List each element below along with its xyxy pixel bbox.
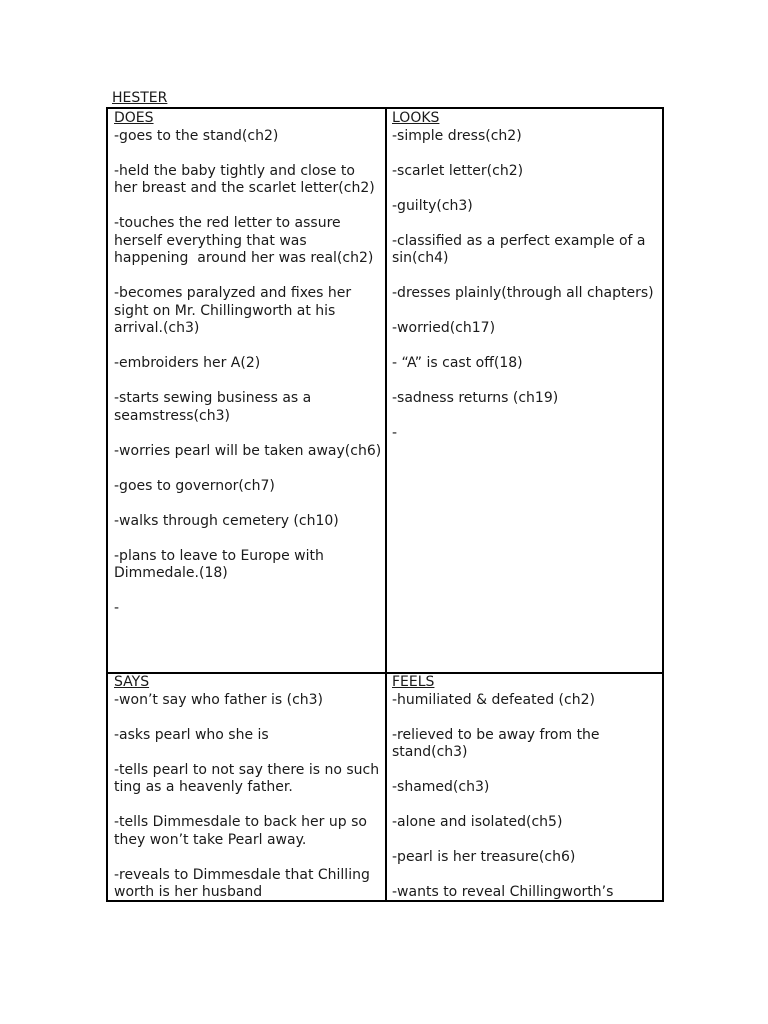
feels-list [392,692,662,902]
list-item: -goes to governor(ch7) [114,477,275,494]
list-item: -simple dress(ch2) [392,127,522,144]
list-item: -embroiders her A(2) [114,355,261,371]
page-title: HESTER [112,90,168,106]
says-cell [114,674,382,900]
feels-heading: FEELS [392,674,435,690]
list-item: -pearl is her treasure(ch6) [392,849,576,865]
list-item: -held the baby tightly and close to her breast and the scarlet letter(ch2) [114,162,375,196]
list-item: -worried(ch17) [392,320,496,336]
list-item: -asks pearl who she is [114,726,269,743]
does-heading: DOES [114,110,154,126]
list-item: - [392,425,398,441]
looks-cell [392,110,662,672]
list-item: -reveals to Dimmesdale that Chilling worth is her husband [114,866,375,900]
list-item: -plans to leave to Europe with Dimmedale.(18) [114,547,329,581]
list-item: -walks through cemetery (ch10) [114,512,339,529]
says-list [114,692,382,902]
list-item: -starts sewing business as a seamstress(ch3) [114,390,316,424]
list-item: - “A” is cast off(18) [392,355,523,371]
says-heading: SAYS [114,674,150,690]
list-item: -becomes paralyzed and fixes her sight on Mr. Chillingworth at his arrival.(ch3) [114,285,356,336]
list-item: -goes to the stand(ch2) [114,127,279,144]
list-item: -guilty(ch3) [392,197,473,214]
table-divider-vertical [385,109,387,900]
character-chart-table [106,107,664,902]
list-item: -touches the red letter to assure herself everything that was happening around her was real(ch2) [114,215,374,266]
feels-cell [392,674,662,900]
list-item: - [114,600,120,616]
list-item: -tells Dimmesdale to back her up so they won’t take Pearl away. [114,814,372,848]
list-item: -tells pearl to not say there is no such ting as a heavenly father. [114,761,384,795]
does-cell [114,110,382,672]
looks-heading: LOOKS [392,110,440,126]
looks-list [392,128,662,443]
list-item: -scarlet letter(ch2) [392,162,524,179]
list-item: -humiliated & defeated (ch2) [392,691,595,708]
list-item: -classified as a perfect example of a sin(ch4) [392,232,650,266]
list-item: -worries pearl will be taken away(ch6) [114,442,382,459]
list-item: -shamed(ch3) [392,779,490,795]
does-list [114,128,382,618]
list-item: -won’t say who father is (ch3) [114,691,324,708]
list-item: -relieved to be away from the stand(ch3) [392,726,604,760]
list-item: -dresses plainly(through all chapters) [392,285,654,301]
list-item: -sadness returns (ch19) [392,390,559,406]
list-item: -alone and isolated(ch5) [392,814,563,830]
list-item: -wants to reveal Chillingworth’s [392,884,614,900]
